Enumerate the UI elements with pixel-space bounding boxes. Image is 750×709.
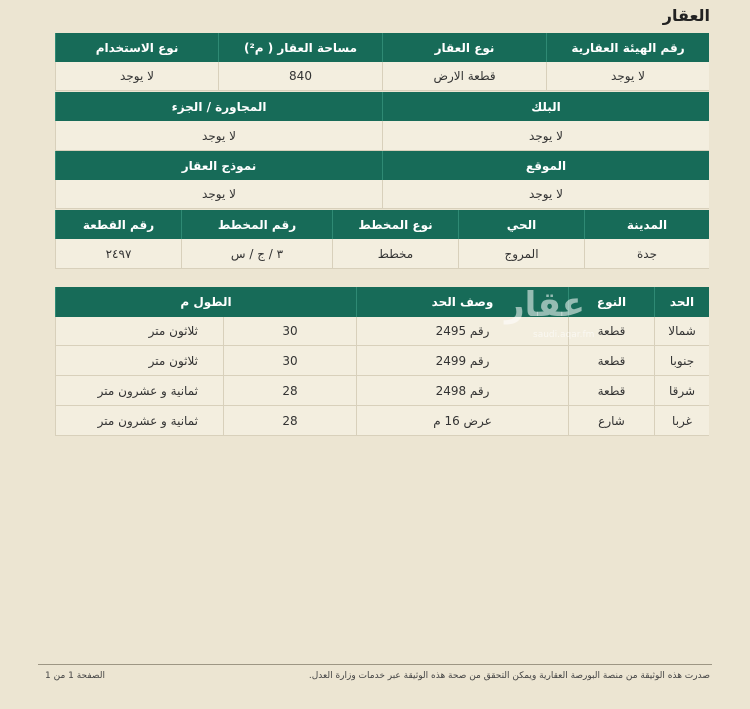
block-location-table xyxy=(55,92,709,209)
value-district: المروج xyxy=(458,239,584,269)
value-area: 840 xyxy=(218,62,382,91)
table-row-side: شرقا xyxy=(654,376,709,406)
table-row-length-num: 30 xyxy=(223,346,356,376)
value-neighborhood-part: لا يوجد xyxy=(55,121,382,151)
header-block: البلك xyxy=(382,92,709,121)
table-row-length-text: ثمانية و عشرون متر xyxy=(55,376,223,406)
footer-note: صدرت هذه الوثيقة من منصة البورصة العقارية ويمكن التحقق من صحة هذه الوثيقة عبر خدمات وزارة العدل. xyxy=(308,671,710,681)
table-row-desc: عرض 16 م xyxy=(356,406,568,436)
aqar-watermark: عقار xyxy=(505,285,586,325)
value-block: لا يوجد xyxy=(382,121,709,151)
header-boundary: الحد xyxy=(654,287,709,317)
value-location: لا يوجد xyxy=(382,180,709,209)
table-row-type: قطعة xyxy=(568,376,654,406)
table-row-type: شارع xyxy=(568,406,654,436)
aqar-watermark-url: saudi.aqar.fm xyxy=(533,330,595,340)
table-row-desc: رقم 2498 xyxy=(356,376,568,406)
table-row-length-num: 28 xyxy=(223,406,356,436)
property-info-table xyxy=(55,33,709,91)
footer-divider xyxy=(38,664,712,665)
table-row-type: قطعة xyxy=(568,346,654,376)
plan-table xyxy=(55,210,709,269)
header-type: النوع xyxy=(568,287,654,317)
table-row-length-text: ثمانية و عشرون متر xyxy=(55,406,223,436)
page-title: العقار xyxy=(662,6,710,25)
value-plot-number: ٢٤٩٧ xyxy=(55,239,181,269)
value-property-model: لا يوجد xyxy=(55,180,382,209)
page-number: الصفحة 1 من 1 xyxy=(45,671,105,681)
header-description: وصف الحد xyxy=(356,287,568,317)
table-row-side: جنوبا xyxy=(654,346,709,376)
value-usage-type: لا يوجد xyxy=(55,62,218,91)
header-registry-number: رقم الهيئة العقارية xyxy=(546,33,709,62)
header-property-type: نوع العقار xyxy=(382,33,546,62)
header-city: المدينة xyxy=(584,210,709,239)
header-plan-number: رقم المخطط xyxy=(181,210,332,239)
header-property-model: نموذج العقار xyxy=(55,151,382,180)
header-plot-number: رقم القطعة xyxy=(55,210,181,239)
table-row-length-num: 28 xyxy=(223,376,356,406)
value-city: جدة xyxy=(584,239,709,269)
value-registry-number: لا يوجد xyxy=(546,62,709,91)
table-row-desc: رقم 2495 xyxy=(356,317,568,346)
table-row-length-num: 30 xyxy=(223,317,356,346)
boundaries-table xyxy=(55,287,709,436)
value-plan-number: ٣ / ج / س xyxy=(181,239,332,269)
header-length: الطول م xyxy=(55,287,356,317)
header-usage-type: نوع الاستخدام xyxy=(55,33,218,62)
table-row-side: غربا xyxy=(654,406,709,436)
header-plan-type: نوع المخطط xyxy=(332,210,458,239)
table-row-side: شمالا xyxy=(654,317,709,346)
table-row-type: قطعة xyxy=(568,317,654,346)
value-plan-type: مخطط xyxy=(332,239,458,269)
value-property-type: قطعة الارض xyxy=(382,62,546,91)
header-location: الموقع xyxy=(382,151,709,180)
table-row-length-text: ثلاثون متر xyxy=(55,346,223,376)
header-neighborhood-part: المجاورة / الجزء xyxy=(55,92,382,121)
table-row-desc: رقم 2499 xyxy=(356,346,568,376)
table-row-length-text: ثلاثون متر xyxy=(55,317,223,346)
header-area: مساحة العقار ( م²) xyxy=(218,33,382,62)
header-district: الحي xyxy=(458,210,584,239)
